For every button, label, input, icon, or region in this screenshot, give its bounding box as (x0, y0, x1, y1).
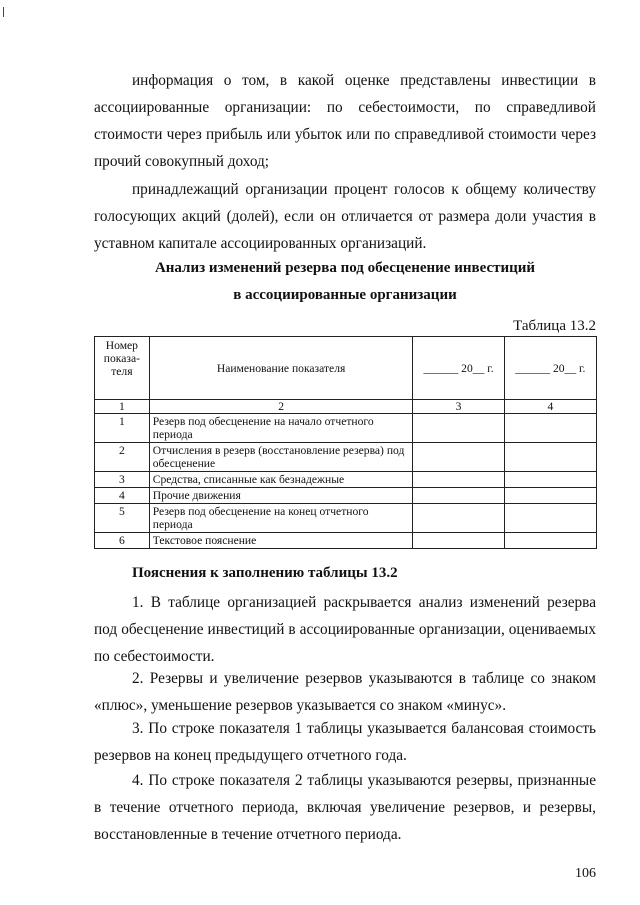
row-number: 5 (95, 504, 150, 533)
row-value-year-1 (413, 472, 504, 488)
explanations-heading: Пояснения к заполнению таблицы 13.2 (132, 565, 398, 581)
row-number: 4 (95, 488, 150, 504)
row-value-year-1 (413, 533, 504, 549)
row-indicator-name: Средства, списанные как безнадежные (149, 472, 413, 488)
row-indicator-name: Прочие движения (149, 488, 413, 504)
table-header-row (95, 337, 597, 400)
column-number: 4 (504, 400, 596, 414)
header-year-2: ______ 20__ г. (504, 337, 596, 400)
explanation-item-4: 4. По строке показателя 2 таблицы указываются резервы, признанные в течение отчетного периода, включая увеличение резервов, и резервы, восстановленные в течение отчетного периода. (94, 772, 596, 843)
row-number: 6 (95, 533, 150, 549)
table-heading-line-1: Анализ изменений резерва под обесценение инвестиций (154, 260, 536, 276)
table-row (95, 504, 597, 533)
column-number: 2 (149, 400, 413, 414)
row-value-year-2 (504, 414, 596, 443)
paragraph-voting-share: принадлежащий организации процент голосов к общему количеству голосующих акций (долей), если он отличается от размера доли участия в уставном капитале ассоциированных организаций. (94, 181, 596, 252)
row-value-year-1 (413, 488, 504, 504)
row-indicator-name: Текстовое пояснение (149, 533, 413, 549)
table-row (95, 488, 597, 504)
scan-edge-mark (3, 7, 4, 17)
explanation-item-1: 1. В таблице организацией раскрывается анализ изменений резерва под обесценение инвестиций в ассоциированные организации, оцениваемых по себестоимости. (94, 594, 596, 665)
row-value-year-2 (504, 443, 596, 472)
row-value-year-1 (413, 504, 504, 533)
reserve-analysis-table (94, 336, 597, 549)
table-row (95, 443, 597, 472)
table-heading-line-2: в ассоциированные организации (233, 287, 457, 303)
header-indicator-number: Номер показа-теля (95, 337, 150, 400)
row-indicator-name: Резерв под обесценение на начало отчетного периода (149, 414, 413, 443)
page-number: 106 (575, 866, 596, 881)
column-number-row (95, 400, 597, 414)
row-indicator-name: Отчисления в резерв (восстановление резерва) под обесценение (149, 443, 413, 472)
row-number: 2 (95, 443, 150, 472)
row-value-year-2 (504, 472, 596, 488)
explanation-item-2: 2. Резервы и увеличение резервов указываются в таблице со знаком «плюс», уменьшение резервов указывается со знаком «минус». (94, 670, 596, 714)
row-value-year-2 (504, 533, 596, 549)
table-row (95, 414, 597, 443)
row-value-year-1 (413, 414, 504, 443)
column-number: 3 (413, 400, 504, 414)
header-year-1: ______ 20__ г. (413, 337, 504, 400)
header-indicator-name: Наименование показателя (149, 337, 413, 400)
row-indicator-name: Резерв под обесценение на конец отчетного периода (149, 504, 413, 533)
row-number: 3 (95, 472, 150, 488)
row-value-year-2 (504, 504, 596, 533)
table-row (95, 472, 597, 488)
table-caption: Таблица 13.2 (513, 318, 596, 334)
explanation-item-3: 3. По строке показателя 1 таблицы указывается балансовая стоимость резервов на конец предыдущего отчетного года. (94, 720, 596, 764)
column-number: 1 (95, 400, 150, 414)
row-value-year-2 (504, 488, 596, 504)
row-number: 1 (95, 414, 150, 443)
row-value-year-1 (413, 443, 504, 472)
table-row (95, 533, 597, 549)
paragraph-investment-valuation: информация о том, в какой оценке представлены инвестиции в ассоциированные организации: по себестоимости, по справедливой стоимости через прибыль или убыток или по справедливой стоимости через прочий совокупный доход; (94, 72, 596, 170)
